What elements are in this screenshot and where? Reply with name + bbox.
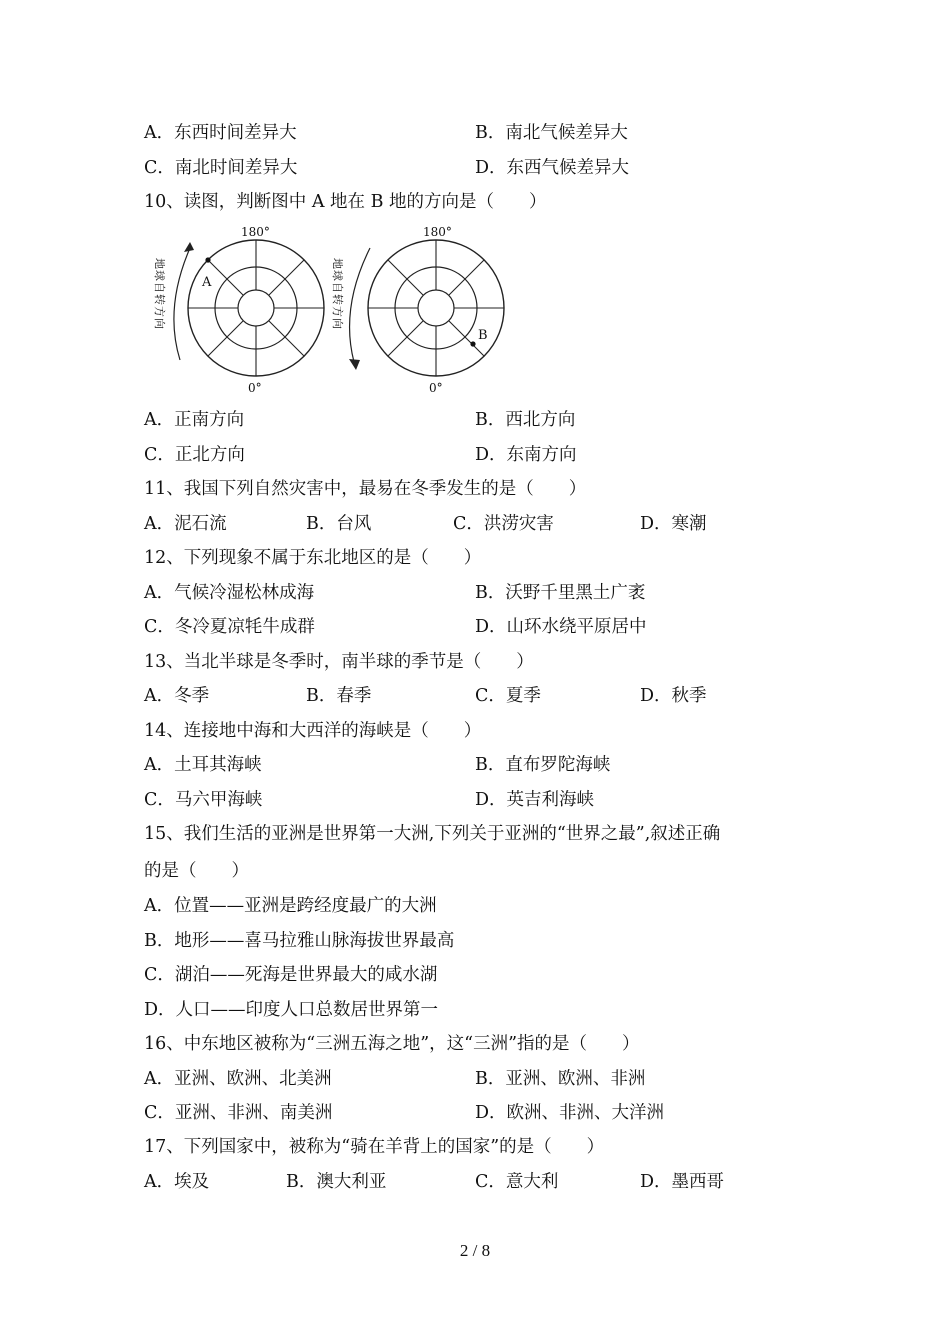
q11-option-a: A．泥石流 xyxy=(144,514,227,534)
q17-option-a: A．埃及 xyxy=(144,1172,210,1192)
q13-option-d: D．秋季 xyxy=(640,686,707,706)
rotation-arrow-head-icon xyxy=(184,242,194,252)
q16-option-a: A．亚洲、欧洲、北美洲 xyxy=(144,1069,332,1089)
q10-option-b: B．西北方向 xyxy=(475,410,576,430)
q13-option-b: B．春季 xyxy=(306,686,372,706)
q12-option-d: D．山环水绕平原居中 xyxy=(475,617,647,637)
q16-option-b: B．亚洲、欧洲、非洲 xyxy=(475,1069,646,1089)
right-rotation-label: 地球自转方向 xyxy=(331,258,344,330)
page-number: 2 / 8 xyxy=(459,1241,491,1260)
q16-stem: 16、中东地区被称为“三洲五海之地”，这“三洲”指的是（ ） xyxy=(144,1034,640,1054)
q12-stem: 12、下列现象不属于东北地区的是（ ） xyxy=(144,548,482,568)
q11-stem: 11、我国下列自然灾害中，最易在冬季发生的是（ ） xyxy=(144,479,587,499)
left-polar-view xyxy=(153,225,324,395)
left-0-label: 0° xyxy=(248,381,262,395)
q12-option-c: C．冬冷夏凉牦牛成群 xyxy=(144,617,315,637)
q14-option-b: B．直布罗陀海峡 xyxy=(475,755,611,775)
q10-option-a: A．正南方向 xyxy=(144,410,245,430)
q16-option-d: D．欧洲、非洲、大洋洲 xyxy=(475,1103,665,1123)
point-b-marker xyxy=(470,341,475,346)
right-polar-view xyxy=(331,225,504,395)
q10-option-d: D．东南方向 xyxy=(475,445,577,465)
q17-option-d: D．墨西哥 xyxy=(640,1172,725,1192)
right-180-label: 180° xyxy=(423,225,452,239)
point-a-label: A xyxy=(202,275,212,290)
q15-option-d: D．人口——印度人口总数居世界第一 xyxy=(144,1000,439,1020)
q9-option-c: C．南北时间差异大 xyxy=(144,158,298,178)
q11-option-c: C．洪涝灾害 xyxy=(453,514,554,534)
q12-option-a: A．气候冷湿松林成海 xyxy=(144,583,315,603)
q15-option-b: B．地形——喜马拉雅山脉海拔世界最高 xyxy=(144,931,455,951)
q14-option-a: A．土耳其海峡 xyxy=(144,755,262,775)
rotation-arrow-head-icon xyxy=(349,359,360,370)
q12-option-b: B．沃野千里黑土广袤 xyxy=(475,583,646,603)
point-b-label: B xyxy=(478,328,488,343)
q15-stem-line-2: 的是（ ） xyxy=(144,861,249,881)
right-0-label: 0° xyxy=(429,381,443,395)
q9-option-b: B．南北气候差异大 xyxy=(475,123,628,143)
point-a-marker xyxy=(205,257,210,262)
q13-option-a: A．冬季 xyxy=(144,686,210,706)
left-rotation-label: 地球自转方向 xyxy=(153,258,166,330)
q10-stem: 10、读图，判断图中 A 地在 B 地的方向是（ ） xyxy=(144,192,547,212)
q10-polar-diagram xyxy=(144,220,524,400)
q11-option-b: B．台风 xyxy=(306,514,372,534)
q15-stem-line-1: 15、我们生活的亚洲是世界第一大洲,下列关于亚洲的“世界之最”,叙述正确 xyxy=(144,824,721,844)
q11-option-d: D．寒潮 xyxy=(640,514,707,534)
q17-stem: 17、下列国家中，被称为“骑在羊背上的国家”的是（ ） xyxy=(144,1137,605,1157)
left-180-label: 180° xyxy=(241,225,270,239)
q13-option-c: C．夏季 xyxy=(475,686,541,706)
q14-stem: 14、连接地中海和大西洋的海峡是（ ） xyxy=(144,721,482,741)
q9-option-d: D．东西气候差异大 xyxy=(475,158,630,178)
q14-option-d: D．英吉利海峡 xyxy=(475,790,595,810)
q13-stem: 13、当北半球是冬季时，南半球的季节是（ ） xyxy=(144,652,534,672)
q15-option-a: A．位置——亚洲是跨经度最广的大洲 xyxy=(144,896,437,916)
q15-option-c: C．湖泊——死海是世界最大的咸水湖 xyxy=(144,965,438,985)
q17-option-c: C．意大利 xyxy=(475,1172,559,1192)
q9-option-a: A．东西时间差异大 xyxy=(144,123,297,143)
q16-option-c: C．亚洲、非洲、南美洲 xyxy=(144,1103,333,1123)
q17-option-b: B．澳大利亚 xyxy=(286,1172,387,1192)
q14-option-c: C．马六甲海峡 xyxy=(144,790,263,810)
q10-option-c: C．正北方向 xyxy=(144,445,245,465)
